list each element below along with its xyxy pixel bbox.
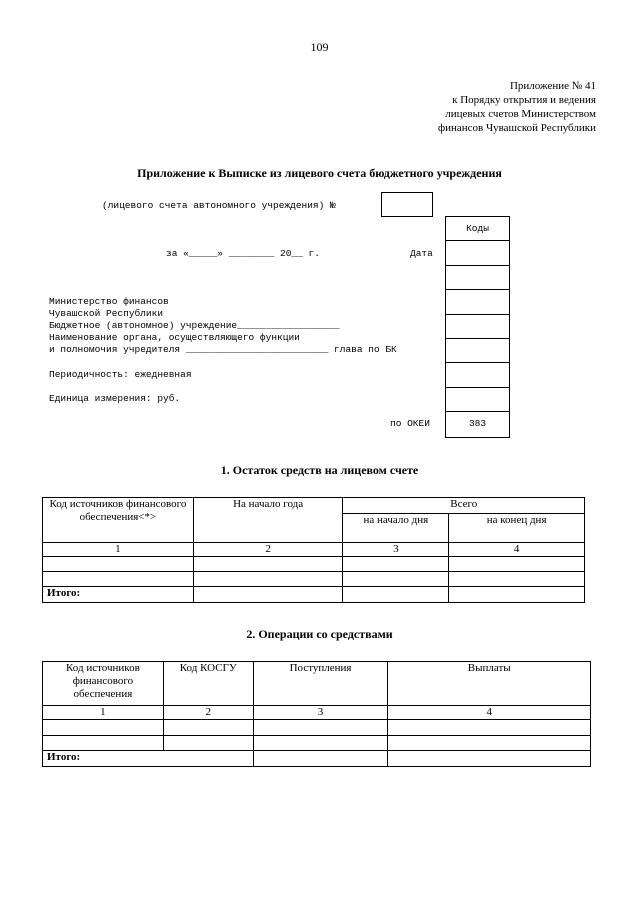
num-1: 1 (43, 543, 194, 557)
col-funding-source: Код источников финансового обеспечения (43, 662, 164, 706)
code-bk (446, 339, 509, 363)
code-unit (446, 388, 509, 412)
col-payments: Выплаты (388, 662, 591, 706)
codes-column (445, 216, 510, 438)
total-label: Итого: (43, 587, 194, 603)
page-number: 109 (310, 40, 329, 54)
account-number-box (381, 192, 433, 217)
col-kosgu: Код КОСГУ (163, 662, 253, 706)
date-label: Дата (410, 248, 433, 259)
num-4: 4 (388, 706, 591, 720)
periodicity: Периодичность: ежедневная (49, 369, 192, 380)
appendix-note (438, 79, 596, 135)
col-start-of-year: На начало года (193, 498, 343, 543)
code-date (446, 241, 509, 265)
section1-title: 1. Остаток средств на лицевом счете (220, 463, 419, 477)
org-line-1: Министерство финансов (49, 296, 169, 307)
total-label: Итого: (43, 751, 254, 767)
org-line-5: и полномочия учредителя _________________________ глава по БК (49, 344, 397, 355)
table-row (43, 736, 591, 751)
organization-block (49, 296, 397, 356)
appendix-line-4: финансов Чувашской Республики (437, 122, 596, 134)
operations-table (42, 661, 591, 767)
col-start-of-day: на начало дня (343, 514, 449, 543)
num-3: 3 (343, 543, 449, 557)
col-total: Всего (343, 498, 585, 514)
col-end-of-day: на конец дня (449, 514, 585, 543)
balance-table (42, 497, 585, 603)
code-blank (446, 266, 509, 290)
unit-of-measure: Единица измерения: руб. (49, 393, 181, 404)
num-1: 1 (43, 706, 164, 720)
codes-header: Коды (446, 217, 509, 241)
num-2: 2 (193, 543, 343, 557)
org-line-2: Чувашской Республики (49, 308, 164, 319)
date-line: за «_____» ________ 20__ г. (166, 248, 320, 259)
document-title: Приложение к Выписке из лицевого счета бюджетного учреждения (137, 166, 502, 180)
col-receipts: Поступления (253, 662, 388, 706)
org-line-4: Наименование органа, осуществляющего функции (49, 332, 300, 343)
code-org (446, 290, 509, 314)
num-4: 4 (449, 543, 585, 557)
appendix-line-2: к Порядку открытия и ведения (452, 94, 596, 106)
okei-label: по ОКЕИ (390, 418, 430, 429)
num-2: 2 (163, 706, 253, 720)
section2-title: 2. Операции со средствами (246, 627, 393, 641)
code-periodicity (446, 363, 509, 387)
appendix-line-1: Приложение № 41 (509, 80, 596, 92)
num-3: 3 (253, 706, 388, 720)
code-okei: 383 (468, 418, 487, 430)
appendix-line-3: лицевых счетов Министерством (445, 108, 596, 120)
table-row (43, 557, 585, 572)
table-row (43, 720, 591, 736)
org-line-3: Бюджетное (автономное) учреждение__________________ (49, 320, 340, 331)
col-funding-source: Код источников финансового обеспечения<*> (43, 498, 194, 543)
table-row (43, 572, 585, 587)
account-subtitle: (лицевого счета автономного учреждения) № (102, 200, 336, 211)
code-institution (446, 315, 509, 339)
